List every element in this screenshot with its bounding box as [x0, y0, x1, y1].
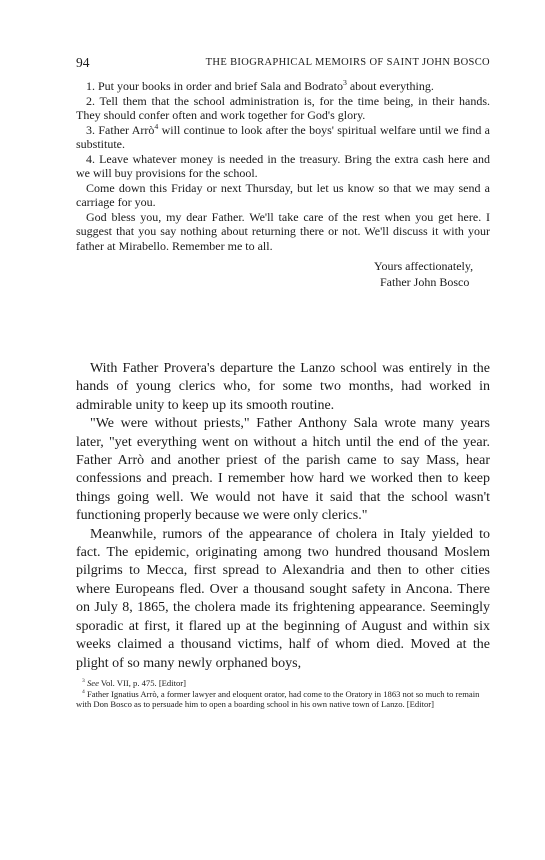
letter-text [76, 79, 490, 290]
letter-item-3-text: 3. Father Arrò [86, 122, 155, 137]
letter-item-2: 2. Tell them that the school administration is, for the time being, in their hands. They should confer often and work together for God's glory. [76, 93, 490, 122]
letter-item-4: 4. Leave whatever money is needed in the treasury. Bring the extra cash here and we will buy provisions for the school. [76, 151, 490, 180]
letter-paragraph: God bless you, my dear Father. We'll take care of the rest when you get here. I suggest that you say nothing about returning there or not. We'll discuss it with your father at Mirabello. Remember me to all. [76, 209, 490, 253]
page-header [76, 55, 490, 71]
footnote-mark-4: 4 [82, 688, 85, 695]
letter-item-3-tail: will continue to look after the boys' spiritual welfare until we find a substitute. [76, 122, 491, 151]
footnote-4-text: Father Ignatius Arrò, a former lawyer and eloquent orator, had come to the Oratory in 1863 not so much to remain with Don Bosco as to persuade him to open a boarding school in his own native town of Lanzo. [Editor] [76, 688, 480, 709]
running-head: THE BIOGRAPHICAL MEMOIRS OF SAINT JOHN BOSCO [205, 57, 490, 68]
footnote-ref-4: 4 [154, 121, 159, 131]
letter-item-1-tail: about everything. [346, 79, 434, 93]
body-paragraph: "We were without priests," Father Anthony Sala wrote many years later, "yet everything went on without a hitch until the end of the year. Father Arrò and another priest of the parish came to say Mass, hear confessions and preach. I remember how hard we worked then to keep things going well. We would not have it said that the school wasn't functioning properly because we were only clerics." [76, 416, 490, 524]
letter-item-1 [76, 79, 490, 94]
footnote-mark-3: 3 [82, 678, 85, 685]
closing-salutation: Yours affectionately, [374, 259, 474, 273]
footnote-3-text: Vol. VII, p. 475. [Editor] [98, 678, 187, 688]
body-paragraph: Meanwhile, rumors of the appearance of cholera in Italy yielded to fact. The epidemic, originating among two hundred thousand Moslem pilgrims to Mecca, first spread to Alexandria and then to other cities where Europeans fled. Over a thousand sought safety in Ancona. There on July 8, 1865, the cholera made its frightening appearance. Seemingly sporadic at first, it flared up at the beginning of August and within six weeks claimed a thousand victims, half of whom died. Moved at the plight of so many newly orphaned boys, [76, 526, 490, 671]
letter-item-1-text: 1. Put your books in order and brief Sala and Bodrato [86, 79, 343, 93]
footnotes [76, 678, 490, 710]
footnote-see: See [86, 678, 99, 688]
letter-paragraph: Come down this Friday or next Thursday, but let us know so that we may send a carriage for you. [76, 180, 490, 209]
letter-closing [374, 258, 490, 290]
signature: Father John Bosco [380, 275, 470, 289]
body-paragraph: With Father Provera's departure the Lanzo school was entirely in the hands of young clerics who, for some two months, had worked in admirable unity to keep up its smooth routine. [76, 361, 490, 413]
page-number: 94 [76, 55, 90, 70]
footnote-ref-3: 3 [342, 78, 347, 87]
footnote-3 [76, 678, 490, 689]
letter-item-3 [76, 123, 490, 152]
footnote-4 [76, 689, 490, 710]
body-text [76, 360, 490, 673]
